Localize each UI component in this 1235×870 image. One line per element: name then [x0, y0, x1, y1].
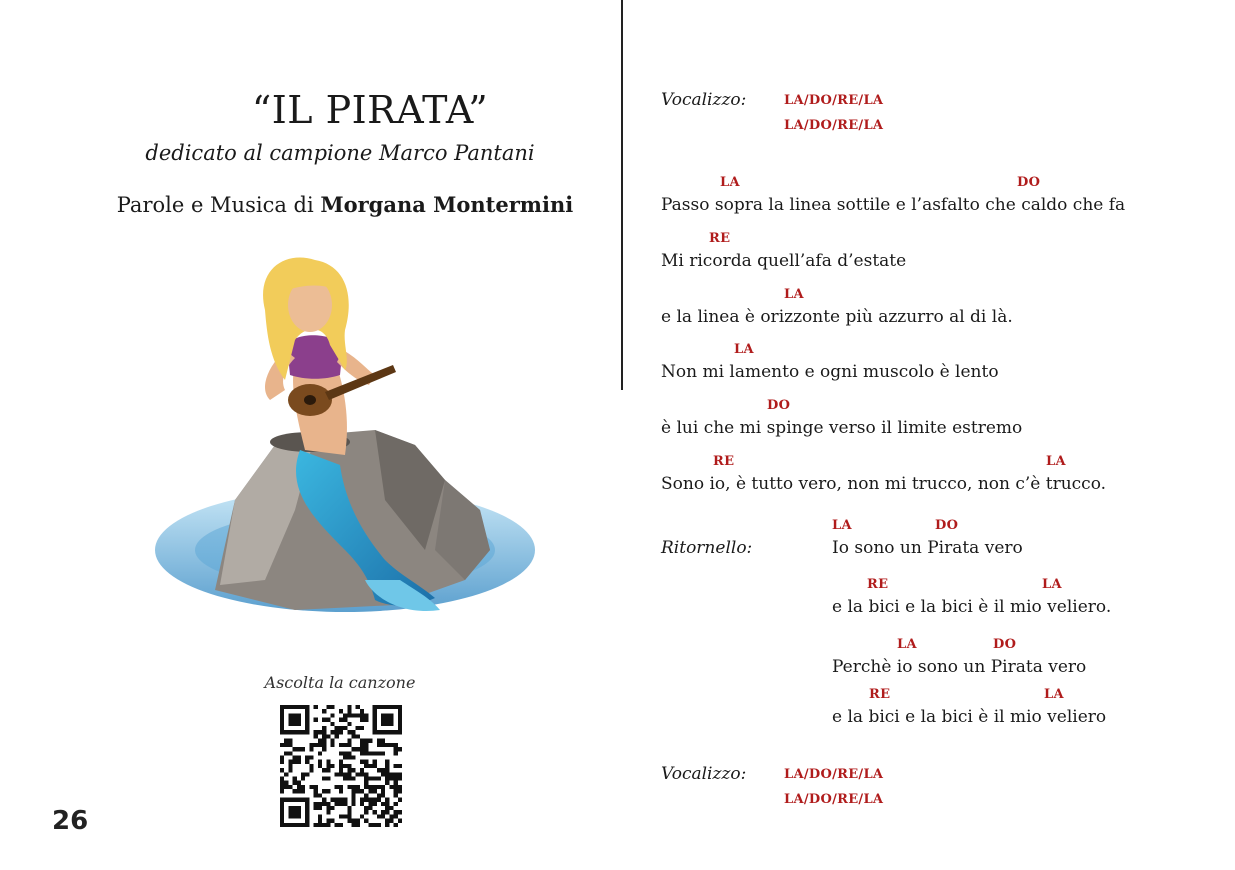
verse-line: Passo sopra la linea sottile e l’asfalto che caldo che fa	[661, 195, 1126, 215]
listen-label: Ascolta la canzone	[264, 673, 416, 692]
credits-author: Morgana Montermini	[320, 192, 574, 217]
chord: LA	[1044, 687, 1064, 702]
chorus-line: Io sono un Pirata vero	[832, 538, 1023, 558]
chord: RE	[869, 687, 891, 702]
vocalizzo-chords-bottom-1: LA/DO/RE/LA	[784, 767, 884, 782]
chord: LA	[720, 175, 740, 190]
chord: LA	[734, 342, 754, 357]
qr-code[interactable]	[274, 705, 408, 827]
verse-line: Mi ricorda quell’afa d’estate	[661, 251, 907, 271]
song-credits	[25, 192, 665, 217]
chord: LA	[832, 518, 852, 533]
chorus-line: e la bici e la bici è il mio veliero.	[832, 597, 1112, 617]
chord: DO	[935, 518, 959, 533]
chorus-line: e la bici e la bici è il mio veliero	[832, 707, 1107, 727]
chord: RE	[709, 231, 731, 246]
credits-prefix: Parole e Musica di	[116, 193, 321, 217]
ritornello-label: Ritornello:	[661, 538, 753, 558]
mermaid-illustration	[145, 250, 535, 635]
chord: LA	[1046, 454, 1066, 469]
chord: LA	[1042, 577, 1062, 592]
chord: RE	[713, 454, 735, 469]
chord: DO	[1017, 175, 1041, 190]
vocalizzo-chords-top-2: LA/DO/RE/LA	[784, 118, 884, 133]
chord: RE	[867, 577, 889, 592]
vocalizzo-chords-top-1: LA/DO/RE/LA	[784, 93, 884, 108]
vocalizzo-label-top: Vocalizzo:	[661, 90, 747, 110]
verse-line: è lui che mi spinge verso il limite estremo	[661, 418, 1023, 438]
chord: LA	[897, 637, 917, 652]
chorus-line: Perchè io sono un Pirata vero	[832, 657, 1087, 677]
chord: DO	[767, 398, 791, 413]
chord: DO	[993, 637, 1017, 652]
verse-line: Non mi lamento e ogni muscolo è lento	[661, 362, 999, 382]
page-number: 26	[52, 806, 89, 836]
vocalizzo-label-bottom: Vocalizzo:	[661, 764, 747, 784]
vocalizzo-chords-bottom-2: LA/DO/RE/LA	[784, 792, 884, 807]
verse-line: e la linea è orizzonte più azzurro al di là.	[661, 307, 1013, 327]
song-dedication: dedicato al campione Marco Pantani	[145, 141, 535, 165]
verse-line: Sono io, è tutto vero, non mi trucco, non c’è trucco.	[661, 474, 1107, 494]
song-title: “IL PIRATA”	[251, 88, 489, 132]
chord: LA	[784, 287, 804, 302]
